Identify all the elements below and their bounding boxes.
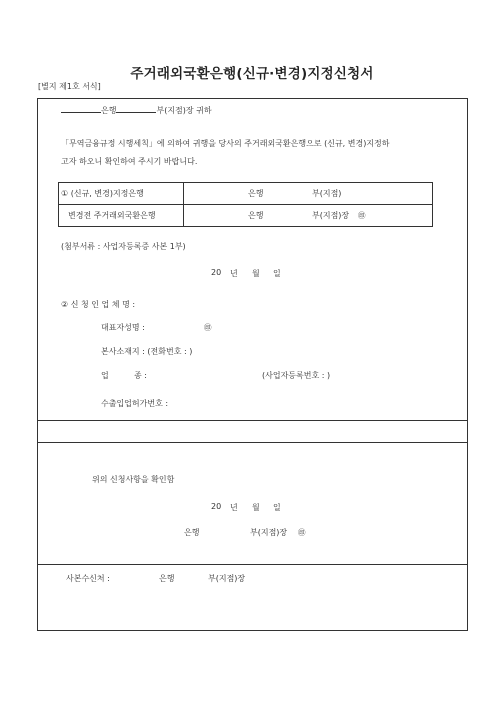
row2-seal-icon: ㊞	[358, 211, 366, 220]
rep-seal-icon: ㊞	[204, 323, 212, 332]
bank-name-blank[interactable]	[61, 104, 101, 113]
copy-recipient-branch-head: 부(지점)장	[208, 574, 246, 583]
applicant-heading: ② 신 청 인 업 체 명 :	[61, 300, 136, 309]
body-text-line-1: 「무역금융규정 시행세칙」에 의하여 귀행을 당사의 주거래외국환은행으로 (신규, 변경)지정하	[61, 139, 390, 148]
confirm-month: 월	[252, 503, 260, 512]
confirm-year-prefix: 20	[211, 502, 222, 511]
row2-branch: 부(지점)장	[312, 211, 350, 220]
attachment-note: (첨부서류 : 사업자등록증 사본 1부)	[61, 242, 186, 251]
rep-name-label: 대표자성명 :	[101, 323, 145, 332]
row2-bank: 은행	[248, 211, 264, 220]
confirm-year: 년	[230, 503, 238, 512]
form-frame	[37, 98, 468, 631]
date-day: 일	[273, 269, 281, 278]
confirm-branch-head: 부(지점)장	[250, 528, 288, 537]
divider-copy-recipient	[37, 564, 468, 565]
confirm-bank: 은행	[184, 528, 200, 537]
business-type-label-2: 종 :	[134, 371, 147, 380]
confirmation-text: 위의 신청사항을 확인함	[92, 475, 175, 484]
row1-branch: 부(지점)	[312, 189, 342, 198]
table-row-divider	[59, 204, 432, 205]
divider-confirmation-start	[37, 442, 468, 443]
date-year-prefix: 20	[211, 268, 222, 277]
page-title: 주거래외국환은행(신규·변경)지정신청서	[130, 66, 374, 82]
form-number: [별지 제1호 서식]	[38, 82, 101, 91]
date-year: 년	[230, 269, 238, 278]
table-col-divider	[183, 183, 184, 226]
copy-recipient-bank: 은행	[159, 574, 175, 583]
permit-number-label: 수출입업허가번호 :	[101, 399, 169, 408]
row1-bank: 은행	[248, 189, 264, 198]
row2-label: 변경전 주거래외국환은행	[68, 211, 156, 220]
divider-applicant-end	[37, 420, 468, 421]
confirm-day: 일	[273, 503, 281, 512]
confirm-seal-icon: ㊞	[298, 528, 306, 537]
addressee-branch-head: 부(지점)장 귀하	[156, 106, 212, 115]
address-label: 본사소재지 : (전화번호 : )	[101, 347, 193, 356]
addressee-line	[61, 104, 212, 116]
body-text-line-2: 고자 하오니 확인하여 주시기 바랍니다.	[61, 157, 198, 166]
business-reg-label: (사업자등록번호 : )	[262, 371, 331, 380]
copy-recipient-label: 사본수신처 :	[66, 574, 110, 583]
row1-label: ① (신규, 변경)지정은행	[61, 189, 144, 198]
date-month: 월	[252, 269, 260, 278]
addressee-bank: 은행	[101, 106, 117, 115]
business-type-label-1: 업	[101, 371, 109, 380]
branch-name-blank[interactable]	[116, 104, 156, 113]
